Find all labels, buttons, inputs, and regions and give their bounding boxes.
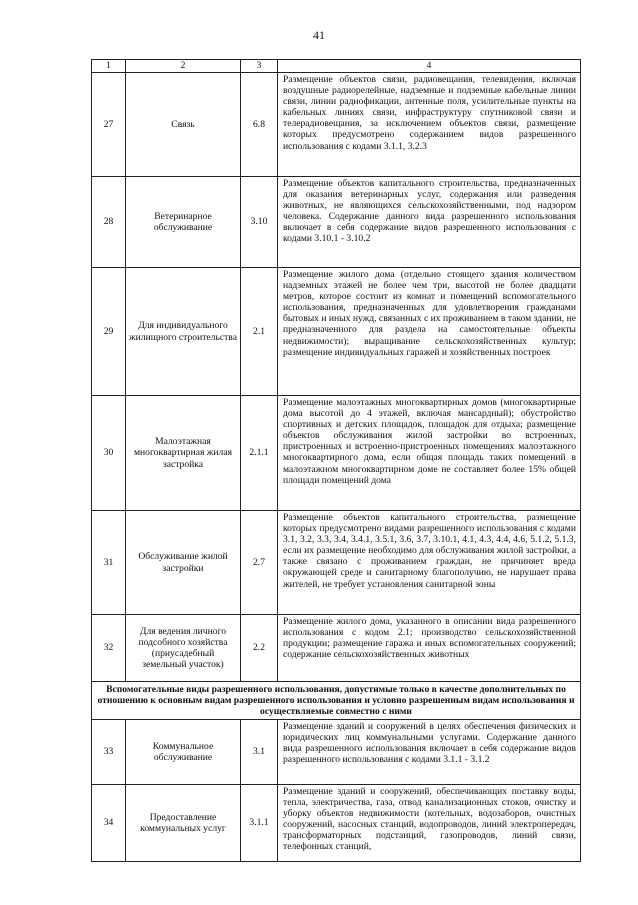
row-number: 27 bbox=[92, 73, 126, 177]
use-type-code: 2.1.1 bbox=[241, 396, 278, 511]
use-type-name: Предоставление коммунальных услуг bbox=[126, 785, 241, 862]
table-row bbox=[92, 615, 581, 682]
column-header: 3 bbox=[241, 60, 278, 73]
use-type-name: Ветеринарное обслуживание bbox=[126, 177, 241, 268]
use-type-description: Размещение зданий и сооружений в целях обеспечения физических и юридических лиц коммунальными услугами. Содержание данного вида разрешенного использования включает в себя содержание видов разрешенного использования с кодами 3.1.1 - 3.1.2 bbox=[278, 720, 581, 785]
row-number: 34 bbox=[92, 785, 126, 862]
column-header: 2 bbox=[126, 60, 241, 73]
row-number: 29 bbox=[92, 268, 126, 396]
land-use-table bbox=[91, 59, 581, 862]
use-type-description: Размещение малоэтажных многоквартирных домов (многоквартирные дома высотой до 4 этажей, включая мансардный); обустройство спортивных и детских площадок, площадок для отдыха; размещение объектов обслуживания жилой застройки во встроенных, пристроенных и встроенно-пристроенных помещениях малоэтажного многоквартирного дома, если общая площадь таких помещений в малоэтажном многоквартирном доме не составляет более 15% общей площади помещений дома bbox=[278, 396, 581, 511]
column-header: 1 bbox=[92, 60, 126, 73]
row-number: 32 bbox=[92, 615, 126, 682]
use-type-description: Размещение жилого дома (отдельно стоящего здания количеством надземных этажей не более чем три, высотой не более двадцати метров, которое состоит из комнат и помещений вспомогательного использования, предназначенных для удовлетворения гражданами бытовых и иных нужд, связанных с их проживанием в таком здании, не предназначенного для раздела на самостоятельные объекты недвижимости); выращивание сельскохозяйственных культур; размещение индивидуальных гаражей и хозяйственных построек bbox=[278, 268, 581, 396]
use-type-description: Размещение жилого дома, указанного в описании вида разрешенного использования с кодом 2.1; производство сельскохозяйственной продукции; размещение гаража и иных вспомогательных сооружений; содержание сельскохозяйственных животных bbox=[278, 615, 581, 682]
table-row bbox=[92, 720, 581, 785]
use-type-description: Размещение зданий и сооружений, обеспечивающих поставку воды, тепла, электричества, газа, отвод канализационных стоков, очистку и уборку объектов недвижимости (котельных, водозаборов, очистных сооружений, насосных станций, водопроводов, линий электропередач, трансформаторных подстанций, газопроводов, линий связи, телефонных станций, bbox=[278, 785, 581, 862]
use-type-code: 6.8 bbox=[241, 73, 278, 177]
use-type-code: 2.1 bbox=[241, 268, 278, 396]
table-header-row bbox=[92, 60, 581, 73]
use-type-code: 3.10 bbox=[241, 177, 278, 268]
use-type-code: 2.7 bbox=[241, 511, 278, 615]
section-title: Вспомогательные виды разрешенного использования, допустимые только в качестве дополнительных по отношению к основным видам разрешенного использования и условно разрешенным видам использования и осуществляемые совместно с ними bbox=[92, 682, 581, 720]
table-row bbox=[92, 177, 581, 268]
use-type-name: Для индивидуального жилищного строительства bbox=[126, 268, 241, 396]
use-type-name: Малоэтажная многоквартирная жилая застройка bbox=[126, 396, 241, 511]
column-header: 4 bbox=[278, 60, 581, 73]
use-type-name: Обслуживание жилой застройки bbox=[126, 511, 241, 615]
page-number: 41 bbox=[313, 28, 325, 42]
table-row bbox=[92, 73, 581, 177]
table-row bbox=[92, 268, 581, 396]
use-type-description: Размещение объектов капитального строительства, предназначенных для оказания ветеринарных услуг, содержания или разведения животных, не являющихся сельскохозяйственными, под надзором человека. Содержание данного вида разрешенного использования включает в себя содержание видов разрешенного использования с кодами 3.10.1 - 3.10.2 bbox=[278, 177, 581, 268]
section-header-row bbox=[92, 682, 581, 720]
table-row bbox=[92, 511, 581, 615]
use-type-name: Коммунальное обслуживание bbox=[126, 720, 241, 785]
use-type-name: Для ведения личного подсобного хозяйства (приусадебный земельный участок) bbox=[126, 615, 241, 682]
row-number: 31 bbox=[92, 511, 126, 615]
use-type-description: Размещение объектов связи, радиовещания, телевидения, включая воздушные радиорелейные, надземные и подземные кабельные линии связи, линии радиофикации, антенные поля, усилительные пункты на кабельных линиях связи, инфраструктуру спутниковой связи и телерадиовещания, за исключением объектов связи, размещение которых предусмотрено содержанием видов разрешенного использования с кодами 3.1.1, 3.2.3 bbox=[278, 73, 581, 177]
use-type-code: 3.1.1 bbox=[241, 785, 278, 862]
use-type-description: Размещение объектов капитального строительства, размещение которых предусмотрено видами разрешенного использования с кодами 3.1, 3.2, 3.3, 3.4, 3.4.1, 3.5.1, 3.6, 3.7, 3.10.1, 4.1, 4.3, 4.4, 4.6, 5.1.2, 5.1.3, если их размещение необходимо для обслуживания жилой застройки, а также связано с проживанием граждан, не причиняет вреда окружающей среде и санитарному благополучию, не нарушает права жителей, не требует установления санитарной зоны bbox=[278, 511, 581, 615]
table-row bbox=[92, 785, 581, 862]
row-number: 30 bbox=[92, 396, 126, 511]
use-type-name: Связь bbox=[126, 73, 241, 177]
use-type-code: 2.2 bbox=[241, 615, 278, 682]
table-row bbox=[92, 396, 581, 511]
use-type-code: 3.1 bbox=[241, 720, 278, 785]
row-number: 28 bbox=[92, 177, 126, 268]
row-number: 33 bbox=[92, 720, 126, 785]
